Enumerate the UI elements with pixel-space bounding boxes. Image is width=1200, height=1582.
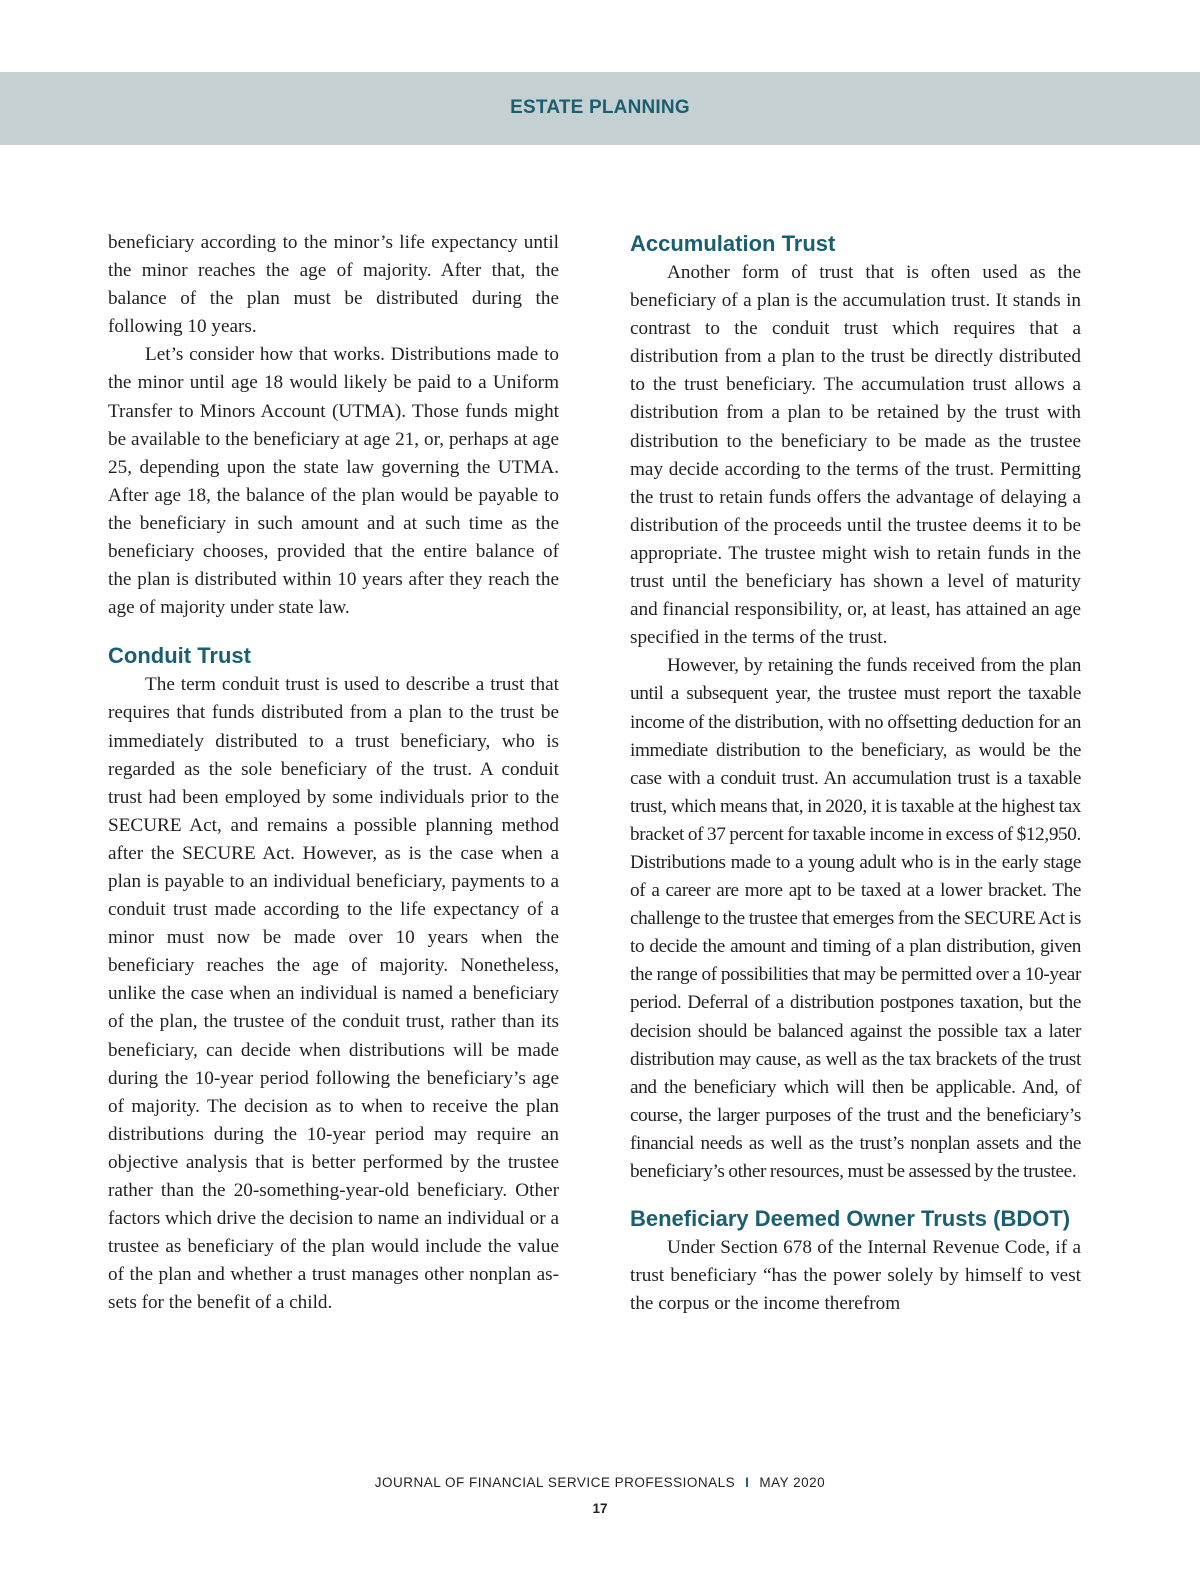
section-heading-bdot: Beneficiary Deemed Owner Trusts (BDOT) — [630, 1206, 1071, 1232]
left-column — [108, 229, 559, 1317]
section-heading-accumulation-trust: Accumulation Trust — [630, 231, 836, 256]
body-paragraph: However, by retaining the funds received from the plan until a subsequent year, the trustee must report the taxable income of the distribution, with no offsetting deduction for an immediate distribution to the beneficiary, as would be the case with a conduit trust. An accumulation trust is a taxable trust, which means that, in 2020, it is taxable at the highest tax bracket of 37 percent for taxable income in excess of $12,950. Distributions made to a young adult who is in the early stage of a career are more apt to be taxed at a lower bracket. The challenge to the trustee that emerges from the SECURE Act is to decide the amount and timing of a plan distribution, given the range of possibilities that may be permitted over a 10-year period. Deferral of a distribution postpones taxation, but the decision should be balanced against the possible tax a later distribution may cause, as well as the tax brackets of the trust and the beneficiary which will then be applicable. And, of course, the larger purposes of the trust and the beneficiary’s financial needs as well as the trust’s nonplan assets and the beneficiary’s other resources, must be assessed by the trustee. — [630, 655, 1081, 1182]
issue-date: MAY 2020 — [759, 1475, 826, 1490]
body-paragraph: Under Section 678 of the Internal Revenue Code, if a trust beneficiary “has the power solely by himself to vest the corpus or the income therefrom — [630, 1237, 1081, 1315]
body-paragraph: beneficiary according to the minor’s life expectancy until the minor reaches the age of majority. After that, the balance of the plan must be distributed during the following 10 years. — [108, 232, 559, 338]
body-paragraph: Let’s consider how that works. Distributions made to the minor until age 18 would likely be paid to a Uniform Transfer to Minors Account (UTMA). Those funds might be available to the beneficiary at age 21, or, perhaps at age 25, depending upon the state law governing the UTMA. After age 18, the balance of the plan would be payable to the beneficiary in such amount and at such time as the beneficiary chooses, provided that the entire balance of the plan is distributed within 10 years after they reach the age of majority under state law. — [108, 344, 559, 619]
footer — [0, 1475, 1200, 1490]
right-column — [630, 229, 1081, 1318]
journal-name: JOURNAL OF FINANCIAL SERVICE PROFESSIONALS — [374, 1475, 736, 1490]
section-title: ESTATE PLANNING — [510, 97, 690, 118]
body-paragraph: The term conduit trust is used to describe a trust that requires that funds distributed from a plan to the trust be immediately distributed to a trust beneficiary, who is regarded as the sole beneficiary of the trust. A conduit trust had been employed by some individuals prior to the SECURE Act, and remains a possible planning method after the SECURE Act. However, as is the case when a plan is payable to an individual beneficiary, payments to a conduit trust made according to the life expectancy of a minor must now be made over 10 years when the beneficiary reaches the age of majority. Nonetheless, unlike the case when an individual is named a beneficiary of the plan, the trustee of the conduit trust, rather than its beneficiary, can decide when distributions will be made during the 10-year period following the beneficiary’s age of majority. The decision as to when to receive the plan distributions during the 10-year period may require an objective analysis that is better performed by the trustee rather than the 20-something-year-old beneficiary. Other factors which drive the decision to name an individual or a trustee as beneficiary of the plan would include the value of the plan and whether a trust manages other nonplan assets for the benefit of a child. — [108, 674, 559, 1314]
footer-separator: I — [745, 1475, 750, 1490]
page-number: 17 — [592, 1501, 608, 1516]
body-paragraph: Another form of trust that is often used as the beneficiary of a plan is the accumulation trust. It stands in contrast to the conduit trust which requires that a distribution from a plan to the trust be directly distributed to the trust beneficiary. The accumulation trust allows a distribution from a plan to be retained by the trust with distribution to the beneficiary to be made as the trustee may decide according to the terms of the trust. Permitting the trust to retain funds offers the advantage of delaying a distribution of the proceeds until the trustee deems it to be appropriate. The trustee might wish to retain funds in the trust until the beneficiary has shown a level of maturity and financial responsibility, or, at least, has attained an age specified in the terms of the trust. — [630, 262, 1081, 649]
section-heading-conduit-trust: Conduit Trust — [108, 643, 251, 669]
